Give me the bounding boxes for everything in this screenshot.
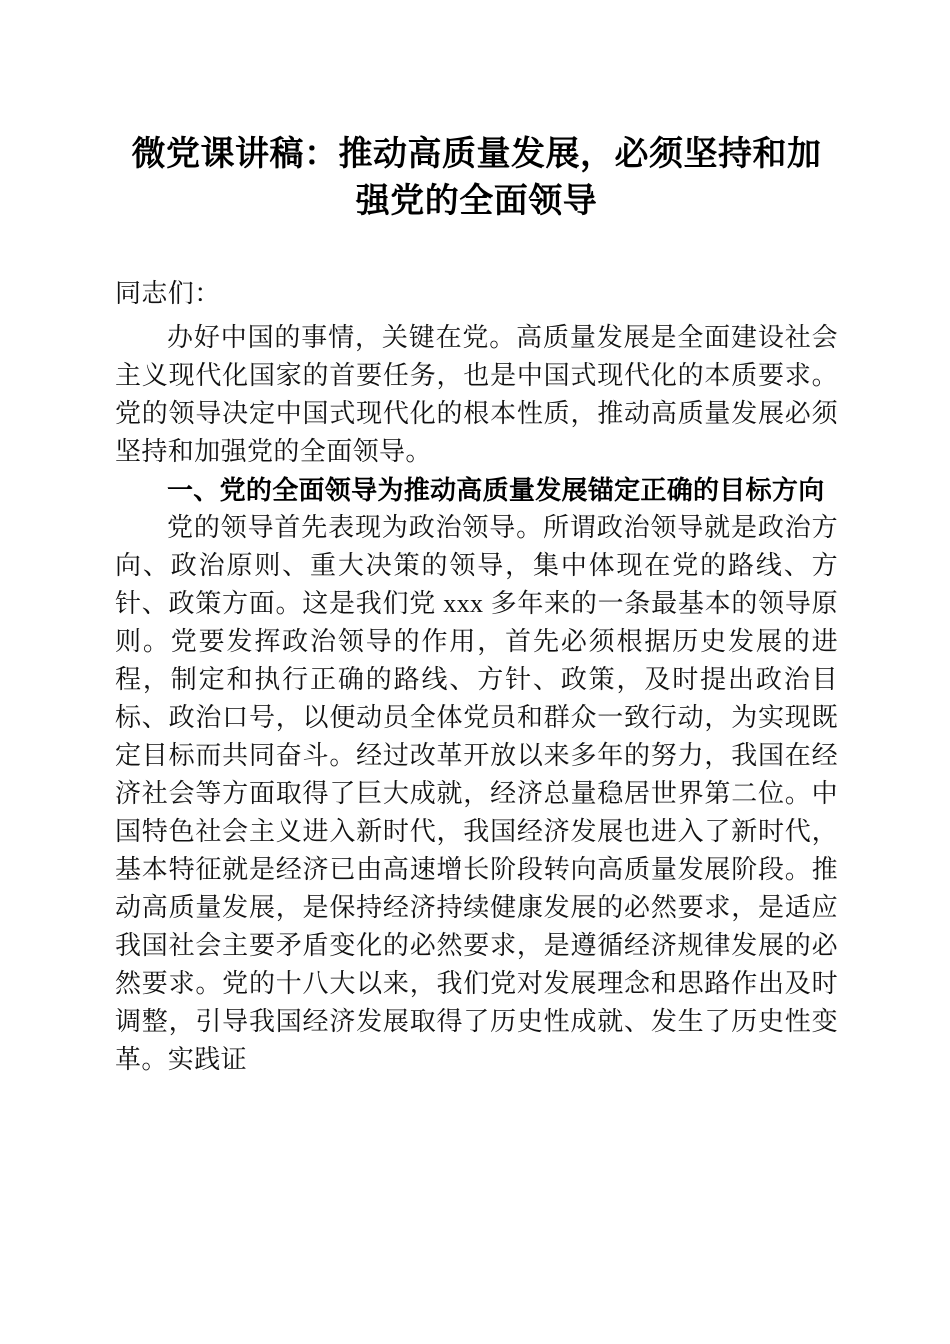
paragraph-section-1-body: 党的领导首先表现为政治领导。所谓政治领导就是政治方向、政治原则、重大决策的领导，集中体现在党的路线、方针、政策方面。这是我们党 xxx 多年来的一条最基本的领导原则。党要发挥政治领导的作用，首先必须根据历史发展的进程，制定和执行正确的路线、方针、政策，及时提出政治目标、政治口号，以便动员全体党员和群众一致行动，为实现既定目标而共同奋斗。经过改革开放以来多年的努力，我国在经济社会等方面取得了巨大成就，经济总量稳居世界第二位。中国特色社会主义进入新时代，我国经济发展也进入了新时代，基本特征就是经济已由高速增长阶段转向高质量发展阶段。推动高质量发展，是保持经济持续健康发展的必然要求，是适应我国社会主要矛盾变化的必然要求，是遵循经济规律发展的必然要求。党的十八大以来，我们党对发展理念和思路作出及时调整，引导我国经济发展取得了历史性成就、发生了历史性变革。实践证 bbox=[115, 513, 838, 1074]
paragraph-intro: 办好中国的事情，关键在党。高质量发展是全面建设社会主义现代化国家的首要任务，也是中国式现代化的本质要求。党的领导决定中国式现代化的根本性质，推动高质量发展必须坚持和加强党的全面领导。 bbox=[115, 323, 838, 466]
page-title: 微党课讲稿：推动高质量发展，必须坚持和加强党的全面领导 bbox=[131, 136, 822, 220]
salutation: 同志们： bbox=[115, 279, 221, 308]
document-content bbox=[115, 0, 838, 1079]
section-heading-1: 一、党的全面领导为推动高质量发展锚定正确的目标方向 bbox=[167, 475, 825, 505]
